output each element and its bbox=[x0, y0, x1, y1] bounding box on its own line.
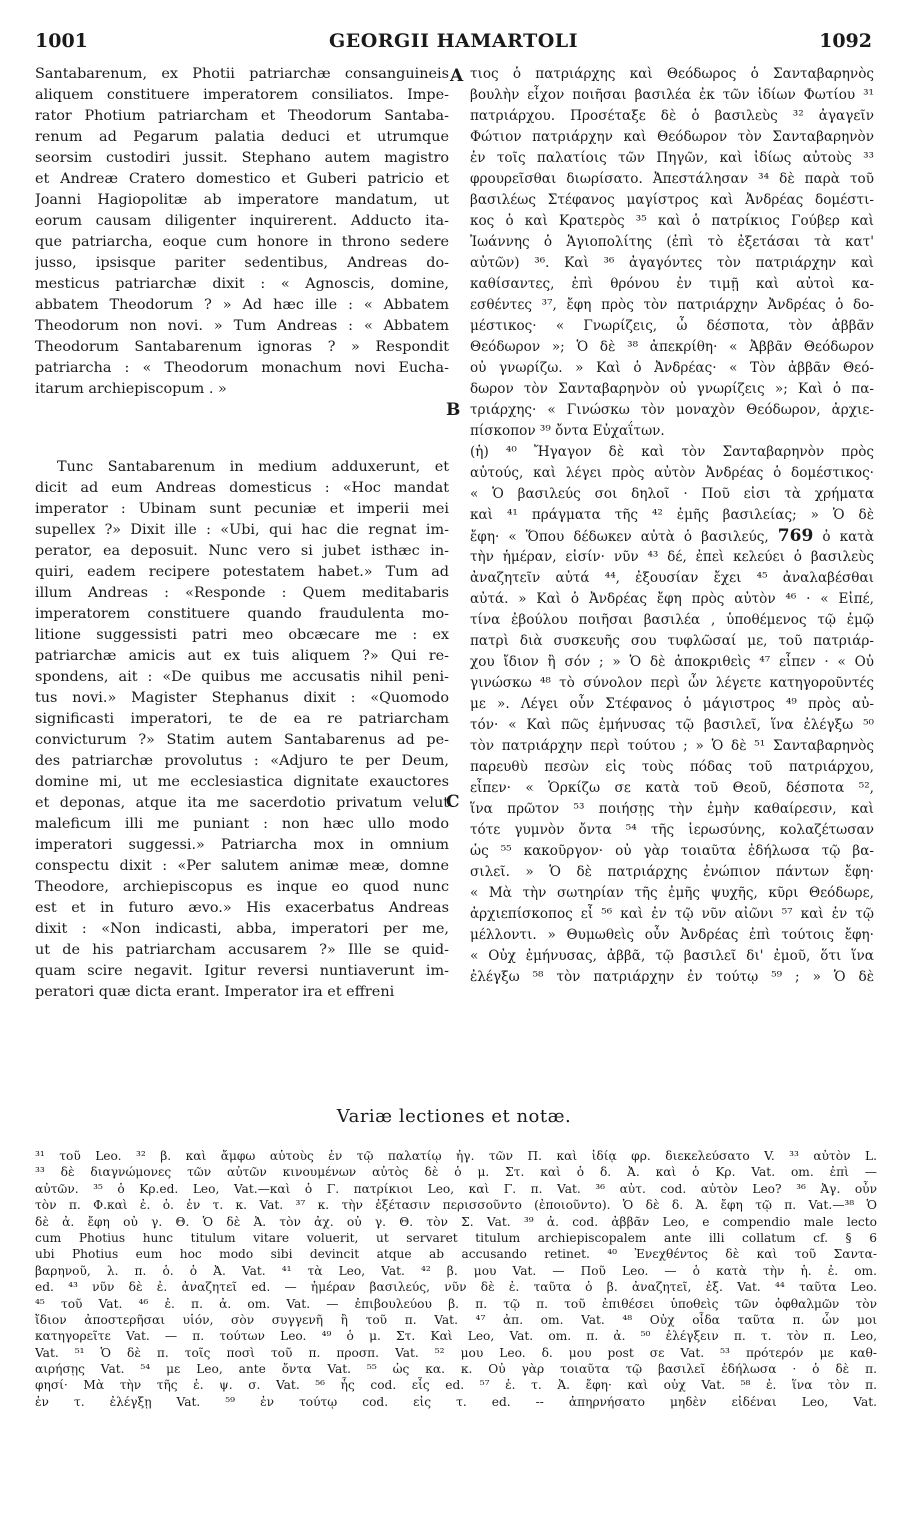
greek-text-line: Φώτιον πατριάρχην καὶ Θεόδωρον τὸν Σανταβαρηνὸν bbox=[470, 129, 874, 145]
greek-text-line: τόν· « Καὶ πῶς ἐμήνυσας τῷ βασιλεῖ, ἵνα ἐλέγξω ⁵⁰ bbox=[470, 717, 874, 733]
latin-text-line: Santabarenum, ex Photii patriarchæ consanguineis bbox=[35, 66, 449, 82]
margin-letter-c: C bbox=[446, 792, 460, 812]
greek-text-line: πατριάρχου. Προσέταξε δὲ ὁ βασιλεὺς ³² ἀγαγεῖν bbox=[470, 108, 874, 124]
running-title: GEORGII HAMARTOLI bbox=[328, 30, 579, 52]
greek-text-fragment: ἔφη· « Ὅπου δέδωκεν αὐτὰ ὁ βασιλεύς, bbox=[470, 529, 778, 545]
greek-text-line: (ἡ) ⁴⁰ Ἤγαγον δὲ καὶ τὸν Σανταβαρηνὸν πρὸς bbox=[470, 444, 874, 460]
notes-title: Variæ lectiones et notæ. bbox=[336, 1106, 572, 1127]
latin-text-line: itarum archiepiscopum . » bbox=[35, 381, 227, 397]
latin-text-line: domine mi, ut me ecclesiastica dignitate exauctores bbox=[35, 774, 449, 790]
greek-text-line: πίσκοπον ³⁹ ὄντα Εὐχαΐτων. bbox=[470, 423, 665, 439]
latin-text-line: et Andreæ Cratero domestico et Guberi patricio et bbox=[35, 171, 449, 187]
latin-text-line: renum ad Pegarum palatia deduci et utrumque bbox=[35, 129, 449, 145]
note-line: βαρηνοῦ, λ. π. ὁ. ὁ Ἀ. Vat. ⁴¹ τὰ Leo, Vat. ⁴² β. μου Vat. — Ποῦ Leo. — ὁ κατὰ τὴν ἡ. ἐ. om. bbox=[35, 1263, 877, 1278]
greek-text-line: εσθέντες ³⁷, ἔφη πρὸς τὸν πατριάρχην Ἀνδρέας ὁ δο- bbox=[470, 297, 874, 313]
note-line: ³³ δὲ διαγνώμονες τῶν αὐτῶν κινουμένων αὐτὸς δὲ ὁ μ. Στ. καὶ ὁ δ. Ἀ. καὶ ὁ Κρ. Vat. om. ἐπὶ — bbox=[35, 1165, 877, 1180]
greek-text-line: ἐλέγξω ⁵⁸ τὸν πατριάρχην ἐν τούτῳ ⁵⁹ ; » Ὁ δὲ bbox=[470, 969, 874, 985]
variant-notes bbox=[35, 1148, 877, 1410]
greek-text-line: γινώσκω ⁴⁸ τὸ σύνολον περὶ ὧν λέγετε κατηγοροῦντές bbox=[470, 675, 874, 691]
greek-text-line: Ἰωάννης ὁ Ἁγιοπολίτης (ἐπὶ τὸ ἐξετάσαι τὰ κατ' bbox=[470, 234, 874, 250]
greek-text-line: τριάρχης· « Γινώσκω τὸν μοναχὸν Θεόδωρον, ἀρχιε- bbox=[470, 402, 874, 418]
latin-text-line: seorsim custodiri jussit. Stephano autem magistro bbox=[35, 150, 449, 166]
greek-text-line: βουλὴν εἶχον ποιῆσαι βασιλέα ἐκ τῶν ἰδίων Φωτίου ³¹ bbox=[470, 87, 874, 103]
latin-text-line: que patriarcha, eoque cum honore in throno sedere bbox=[35, 234, 449, 250]
greek-text-line: πατρὶ διὰ συσκευῆς σου τυφλῶσαί με, τοῦ πατριάρ- bbox=[470, 633, 874, 649]
latin-text-line: des patriarchæ provolutus : «Adjuro te per Deum, bbox=[35, 753, 449, 769]
note-line: ἐν τ. ἐλέγξῃ Vat. ⁵⁹ ἐν τούτῳ cod. εἰς τ. ed. -- ἀπηρνήσατο μηδὲν εἰδέναι Leo, Vat. bbox=[35, 1394, 877, 1409]
greek-text-line: Θεόδωρον »; Ὁ δὲ ³⁸ ἀπεκρίθη· « Ἀββᾶν Θεόδωρον bbox=[470, 339, 874, 355]
greek-text-line bbox=[470, 526, 874, 547]
greek-text-line: κος ὁ καὶ Κρατερὸς ³⁵ καὶ ὁ πατρίκιος Γούβερ καὶ bbox=[470, 213, 874, 229]
latin-text-line: patriarchæ amicis aut ex tuis aliquem ?» Qui re- bbox=[35, 648, 449, 664]
column-number-right: 1092 bbox=[819, 30, 872, 52]
note-line: ubi Photius eum hoc modo sibi devincit atque ab accusando retinet. ⁴⁰ Ἐνεχθέντος δὲ καὶ τοῦ Σαντα- bbox=[35, 1247, 877, 1262]
greek-text-line: « Ὁ βασιλεύς σοι δηλοῖ · Ποῦ εἰσι τὰ χρήματα bbox=[470, 486, 874, 502]
greek-text-line: σιλεῖ. » Ὁ δὲ πατριάρχης ἐνώπιον πάντων ἔφη· bbox=[470, 864, 874, 880]
greek-text-line: ἐν τοῖς παλατίοις τῶν Πηγῶν, καὶ ἰδίως αὐτοὺς ³³ bbox=[470, 150, 874, 166]
latin-text-line: quam scire negavit. Igitur reversi nuntiaverunt im- bbox=[35, 963, 449, 979]
latin-text-line: peratori quæ dicta erant. Imperator ira et effreni bbox=[35, 984, 395, 1000]
latin-text-line: quiri, eadem recipere potestatem habet.» Tum ad bbox=[35, 564, 449, 580]
note-line: αὐτῶν. ³⁵ ὁ Κρ.ed. Leo, Vat.—καὶ ὁ Γ. πατρίκιοι Leo, καὶ Γ. π. Vat. ³⁶ αὐτ. cod. αὐτὸν Leo? ³⁶ Ἀγ. οὖν bbox=[35, 1181, 877, 1196]
greek-text-line: « Οὐχ ἐμήνυσας, ἀββᾶ, τῷ βασιλεῖ δι' ἐμοῦ, ὅτι ἵνα bbox=[470, 948, 874, 964]
latin-text-line: perator, ea deposuit. Nunc vero si jubet isthæc in- bbox=[35, 543, 449, 559]
latin-text-line: imperatori suggessi.» Patriarcha mox in omnium bbox=[35, 837, 449, 853]
latin-text-line: maleficum illi me puniant : non hæc ullo modo bbox=[35, 816, 449, 832]
latin-text-line bbox=[35, 400, 449, 457]
latin-text-line: illum Andreas : «Responde : Quem meditabaris bbox=[35, 585, 449, 601]
greek-text-fragment: ὁ κατὰ bbox=[813, 529, 874, 545]
latin-text-line: jusso, ipsisque pariter sedentibus, Andreas do- bbox=[35, 255, 449, 271]
note-line: ἴδιον ἀποστερῆσαι υἱόν, σὸν συγγενῆ ἢ τοῦ π. Vat. ⁴⁷ ἀπ. om. Vat. ⁴⁸ Οὐχ οἶδα ταῦτα π. ὧν μοι bbox=[35, 1312, 877, 1327]
latin-column bbox=[35, 64, 449, 1003]
latin-text-line: aliquem constituere imperatorem consiliatos. Impe- bbox=[35, 87, 449, 103]
note-line: ³¹ τοῦ Leo. ³² β. καὶ ἄμφω αὐτοὺς ἐν τῷ παλατίῳ ἠγ. τῶν Π. καὶ ἰδίᾳ φρ. διεκελεύσατο V. ³³ αὐτὸν L. bbox=[35, 1149, 877, 1163]
greek-text-line: τὴν ἡμέραν, εἰσίν· νῦν ⁴³ δέ, ἐπεὶ κελεύει ὁ βασιλεὺς bbox=[470, 549, 874, 565]
running-header bbox=[35, 30, 872, 58]
greek-text-line: τιος ὁ πατριάρχης καὶ Θεόδωρος ὁ Σανταβαρηνὸς bbox=[470, 66, 874, 82]
greek-text-line: τότε γυμνὸν ὄντα ⁵⁴ τῆς ἱερωσύνης, κολαζέτωσαν bbox=[470, 822, 874, 838]
latin-text-line: dicit ad eum Andreas domesticus : «Hoc mandat bbox=[35, 480, 449, 496]
greek-text-line: τὸν πατριάρχην περὶ τούτου ; » Ὁ δὲ ⁵¹ Σανταβαρηνὸς bbox=[470, 738, 874, 754]
greek-text-line: ἀρχιεπίσκοπος εἶ ⁵⁶ καὶ ἐν τῷ νῦν αἰῶνι ⁵⁷ καὶ ἐν τῷ bbox=[470, 906, 874, 922]
latin-text-line: Theodorum Santabarenum ignoras ? » Respondit bbox=[35, 339, 449, 355]
greek-column bbox=[470, 64, 874, 988]
latin-text-line: litione suggessisti patri meo obcæcare me : ex bbox=[35, 627, 449, 643]
latin-text-line: abbatem Theodorum ? » Ad hæc ille : « Abbatem bbox=[35, 297, 449, 313]
latin-text-line: supellex ?» Dixit ille : «Ubi, qui hac die regnat im- bbox=[35, 522, 449, 538]
latin-text-line: tus novi.» Magister Stephanus dixit : «Quomodo bbox=[35, 690, 449, 706]
note-line: τὸν π. Φ.καὶ ἐ. ὁ. ἐν τ. κ. Vat. ³⁷ κ. τὴν ἐξέτασιν περισσοῦντο (ἐποιοῦντο). Ὁ δὲ δ. Ἀ. ἔφη τῷ π. Vat.—³⁸ Ὁ bbox=[35, 1198, 877, 1213]
latin-text-line: Theodorum non novi. » Tum Andreas : « Abbatem bbox=[35, 318, 449, 334]
greek-text-line: καὶ ⁴¹ πράγματα τῆς ⁴² ἐμῆς βασιλείας; » Ὁ δὲ bbox=[470, 507, 874, 523]
note-line: Vat. ⁵¹ Ὁ δὲ π. τοῖς ποσὶ τοῦ π. προσπ. Vat. ⁵² μου Leo. δ. μου post σε Vat. ⁵³ πρότερόν με καθ- bbox=[35, 1345, 877, 1360]
latin-text-line: spondens, ait : «De quibus me accusatis nihil peni- bbox=[35, 669, 449, 685]
latin-text-line: est et in futuro ævo.» His exacerbatus Andreas bbox=[35, 900, 449, 916]
latin-text-line: imperator : Ubinam sunt pecuniæ et imperii mei bbox=[35, 501, 449, 517]
greek-text-line: αὐτά. » Καὶ ὁ Ἀνδρέας ἔφη πρὸς αὐτὸν ⁴⁶ · « Εἰπέ, bbox=[470, 591, 874, 607]
latin-text-line: imperatorem constituere quando fraudulenta mo- bbox=[35, 606, 449, 622]
note-line: φησί· Μὰ τὴν τῆς ἐ. ψ. σ. Vat. ⁵⁶ ἧς cod. εἷς ed. ⁵⁷ ἐ. τ. Ἀ. ἔφη· καὶ οὐχ Vat. ⁵⁸ ἐ. ἵνα τὸν π. bbox=[35, 1378, 877, 1393]
greek-text-line: εἶπεν· « Ὁρκίζω σε κατὰ τοῦ Θεοῦ, δέσποτα ⁵², bbox=[470, 780, 874, 796]
latin-text-line: convicturum ?» Statim autem Santabarenus ad pe- bbox=[35, 732, 449, 748]
greek-text-line: μέλλοντι. » Θυμωθεὶς οὖν Ἀνδρέας ἐπὶ τούτοις ἔφη· bbox=[470, 927, 874, 943]
latin-text-line: Joanni Hagiopolitæ ab imperatore mandatum, ut bbox=[35, 192, 449, 208]
greek-text-line: με ». Λέγει οὖν Στέφανος ὁ μάγιστρος ⁴⁹ πρὸς αὐ- bbox=[470, 696, 874, 712]
greek-text-line: δωρον τὸν Σανταβαρηνὸν οὐ γνωρίζεις »; Καὶ ὁ πα- bbox=[470, 381, 874, 397]
greek-text-line: βασιλέως Στέφανος μαγίστρος καὶ Ἀνδρέας δομέστι- bbox=[470, 192, 874, 208]
greek-text-line: χου ἴδιον ἢ σόν ; » Ὁ δὲ ἀποκριθεὶς ⁴⁷ εἶπεν · « Οὐ bbox=[470, 654, 874, 670]
note-line: cum Photius hunc titulum vitare voluerit, ut servaret titulum archiepiscopalem ante illi collatum cf. § 6 bbox=[35, 1230, 877, 1245]
latin-text-line: dixit : «Non indicasti, abba, imperatori per me, bbox=[35, 921, 449, 937]
greek-text-line: μέστικος· « Γνωρίζεις, ὦ δέσποτα, τὸν ἀββᾶν bbox=[470, 318, 874, 334]
greek-text-line: ἵνα πρῶτον ⁵³ ποιήσῃς τὴν ἐμὴν καθαίρεσιν, καὶ bbox=[470, 801, 874, 817]
margin-letter-b: B bbox=[446, 400, 461, 420]
margin-letter-a: A bbox=[450, 66, 464, 86]
latin-text-line: Theodore, archiepiscopus es inque eo quod nunc bbox=[35, 879, 449, 895]
note-line: κατηγορεῖτε Vat. — π. τούτων Leo. ⁴⁹ ὁ μ. Στ. Καὶ Leo, Vat. om. π. ἀ. ⁵⁰ ἐλέγξειν π. τ. τὸν π. Leo, bbox=[35, 1329, 877, 1344]
latin-text-line: Tunc Santabarenum in medium adduxerunt, et bbox=[57, 459, 449, 475]
note-line: αιρήσῃς Vat. ⁵⁴ με Leo, ante ὄντα Vat. ⁵⁵ ὡς κα. κ. Οὐ γὰρ τοιαῦτα τῷ βασιλεῖ ἐδήλωσα · ὁ δὲ π. bbox=[35, 1362, 877, 1377]
greek-text-line: αὐτούς, καὶ λέγει πρὸς αὐτὸν Ἀνδρέας ὁ δομέστικος· bbox=[470, 465, 874, 481]
greek-text-line: αὐτῶν) ³⁶. Καὶ ³⁶ ἀγαγόντες τὸν πατριάρχην καὶ bbox=[470, 255, 874, 271]
greek-text-line: « Μὰ τὴν σωτηρίαν τῆς ἐμῆς ψυχῆς, κῦρι Θεόδωρε, bbox=[470, 885, 874, 901]
greek-text-line: φρουρεῖσθαι διωρίσατο. Ἀπεστάλησαν ³⁴ δὲ παρὰ τοῦ bbox=[470, 171, 874, 187]
latin-text-line: patriarcha : « Theodorum monachum novi Eucha- bbox=[35, 360, 449, 376]
greek-text-line: καθίσαντες, ἐπὶ θρόνου ἐν τιμῇ καὶ αὐτοὶ κα- bbox=[470, 276, 874, 292]
latin-text-line: significasti imperatori, te de ea re patriarcham bbox=[35, 711, 449, 727]
latin-text-line: et deponas, atque ita me sacerdotio privatum velut bbox=[35, 795, 449, 811]
greek-text-line: ἀναζητεῖν αὐτά ⁴⁴, ἐξουσίαν ἔχει ⁴⁵ ἀναλαβέσθαι bbox=[470, 570, 874, 586]
greek-text-line: τίνα ἐβούλου ποιῆσαι βασιλέα , ὑποθέμενος τῷ ἐμῷ bbox=[470, 612, 874, 628]
note-line: ⁴⁵ τοῦ Vat. ⁴⁶ ἐ. π. ἀ. om. Vat. — ἐπιβουλεύου β. π. τῷ π. τοῦ ἐπιθέσει ὑποθεὶς τῶν ὀφθαλμῶν τὸν bbox=[35, 1296, 877, 1311]
latin-text-line: mesticus patriarchæ dixit : « Agnoscis, domine, bbox=[35, 276, 449, 292]
greek-text-line: παρευθὺ πεσὼν εἰς τοὺς πόδας τοῦ πατριάρχου, bbox=[470, 759, 874, 775]
note-line: ed. ⁴³ νῦν δὲ ἐ. ἀναζητεῖ ed. — ἡμέραν βασιλεύς, νῦν δὲ ἐ. ταῦτα ὁ β. ἀναζητεῖ, ἐξ. Vat. ⁴⁴ ταῦτα Leo. bbox=[35, 1280, 877, 1295]
greek-text-line: οὐ γνωρίζω. » Καὶ ὁ Ἀνδρέας· « Τὸν ἀββᾶν Θεό- bbox=[470, 360, 874, 376]
latin-text-line: rator Photium patriarcham et Theodorum Santaba- bbox=[35, 108, 449, 124]
greek-text-line: ὡς ⁵⁵ κακοῦργον· οὐ γὰρ τοιαῦτα ἐδήλωσα τῷ βα- bbox=[470, 843, 874, 859]
latin-text-line: ut de his patriarcham accusarem ?» Ille se quid- bbox=[35, 942, 449, 958]
latin-text-line: eorum causam diligenter inquirerent. Adducto ita- bbox=[35, 213, 449, 229]
latin-text-line: conspectu dixit : «Per salutem animæ meæ, domne bbox=[35, 858, 449, 874]
column-number-inset: 769 bbox=[777, 526, 814, 546]
note-line: δὲ ἀ. ἔφη οὐ γ. Θ. Ὁ δὲ Ἀ. τὸν ἀχ. οὐ γ. Θ. τὸν Σ. Vat. ³⁹ ἀ. cod. ἀββᾶν Leo, e compendio male lecto bbox=[35, 1214, 877, 1229]
column-number-left: 1001 bbox=[35, 30, 88, 52]
